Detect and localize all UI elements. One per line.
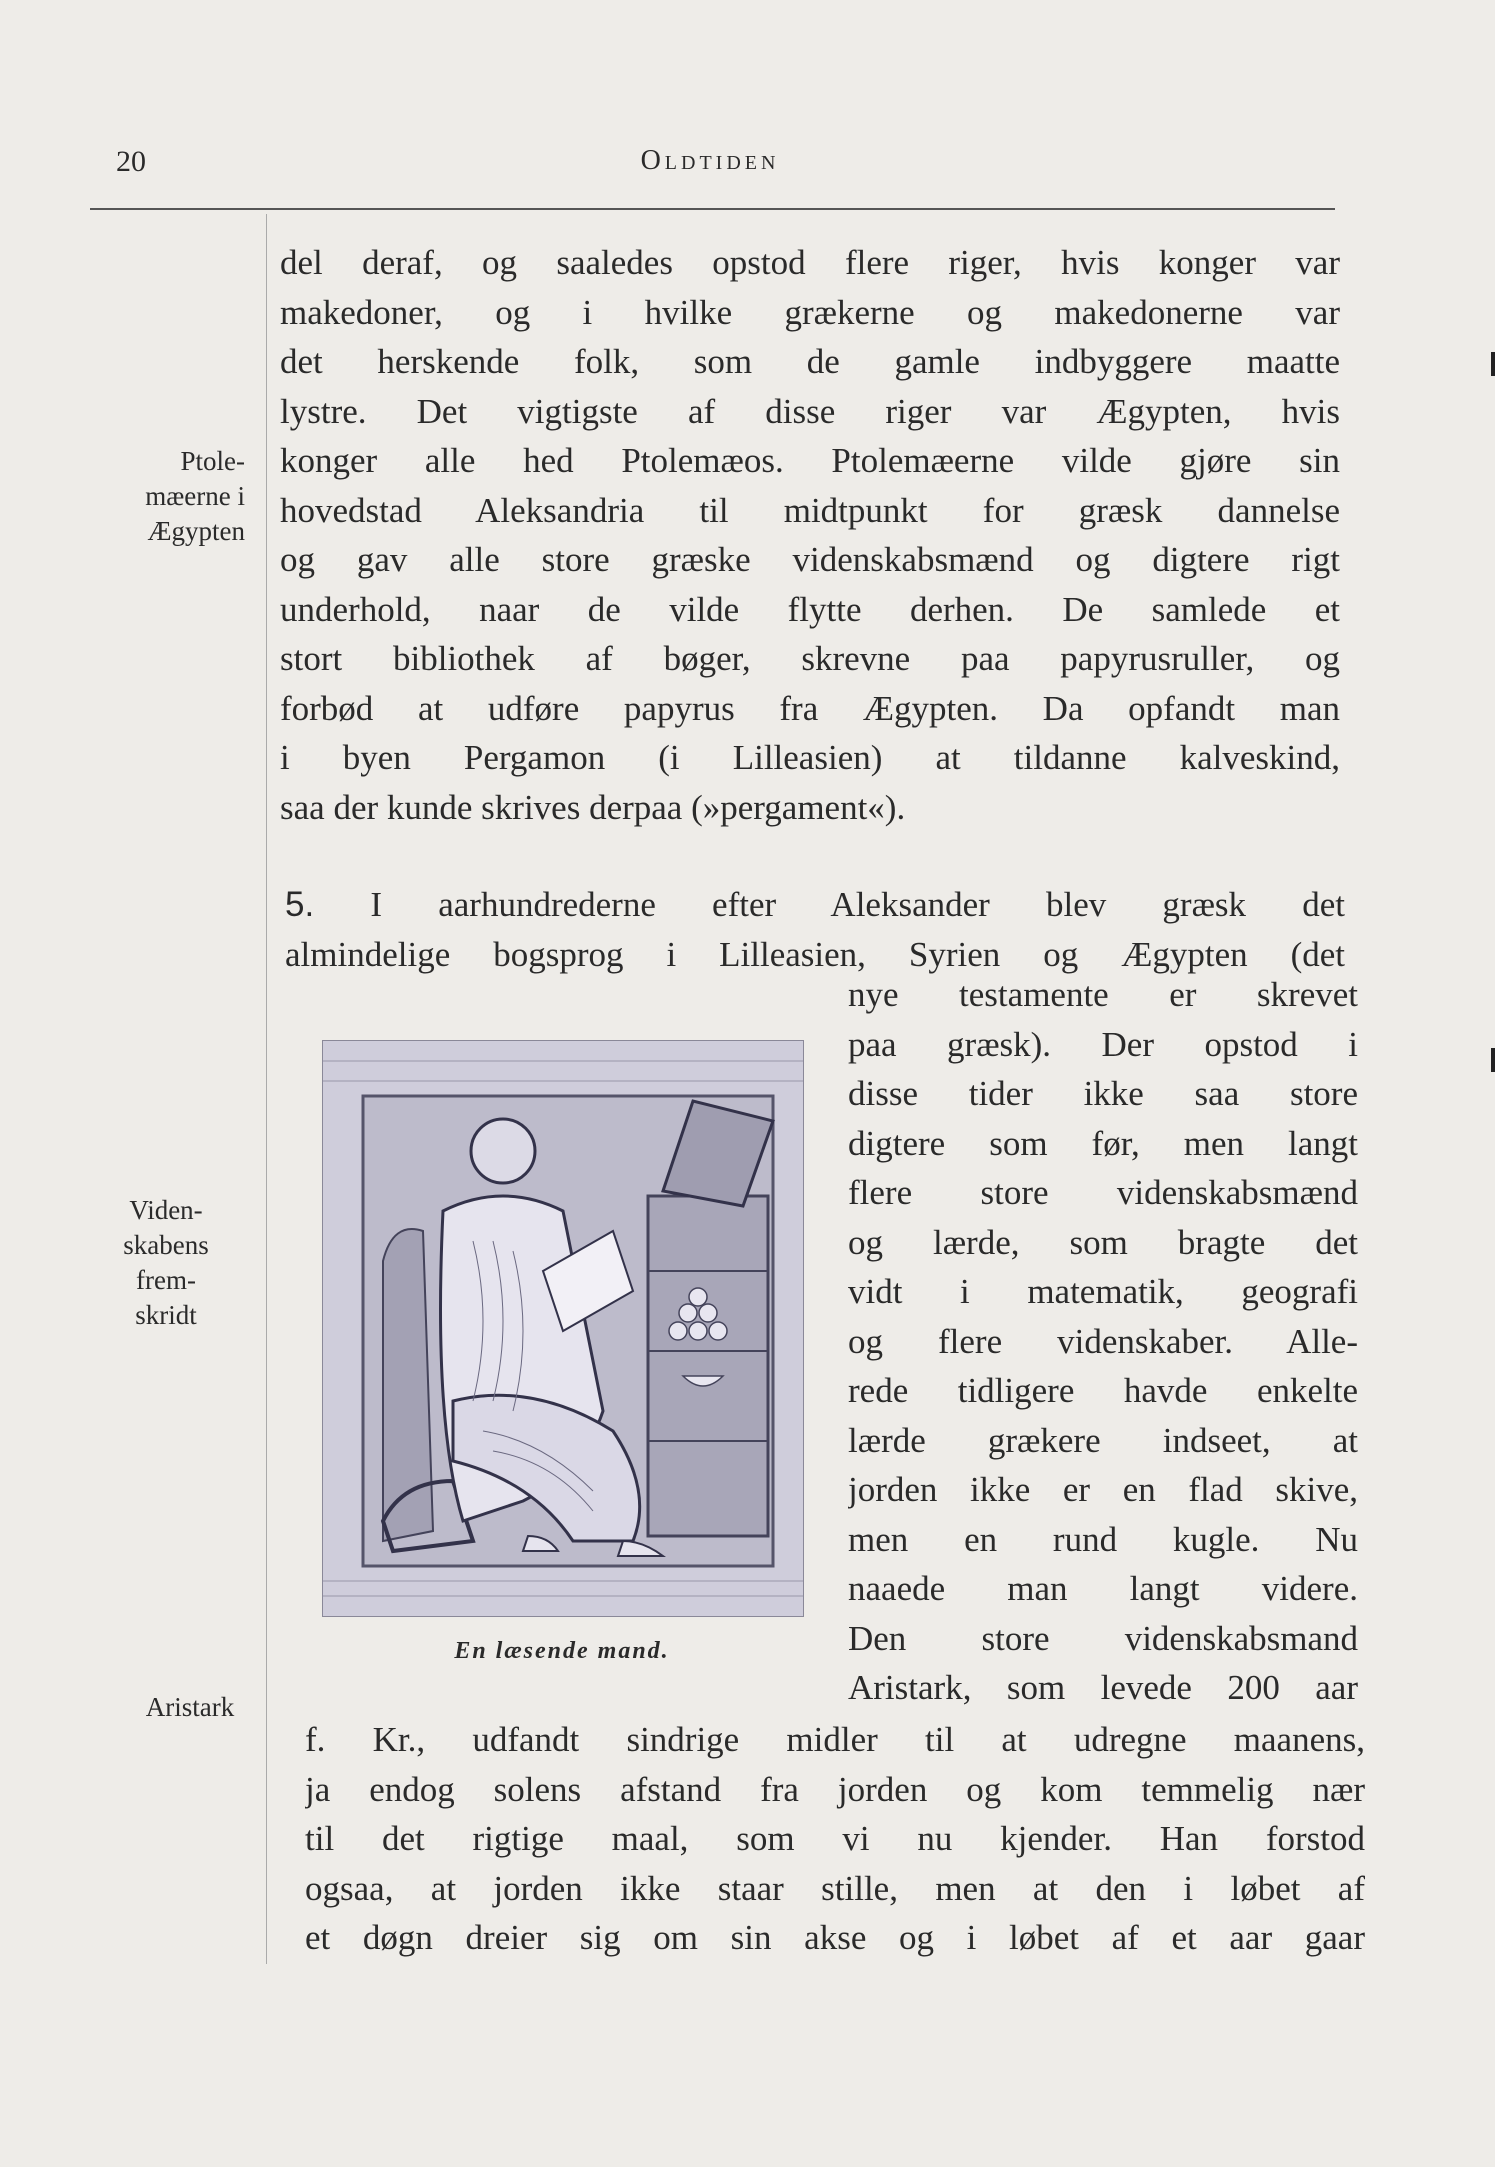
marginal-line: skabens (123, 1230, 209, 1260)
text-line: stort bibliothek af bøger, skrevne paa papyrusruller, og (280, 639, 1340, 678)
text-line: et døgn dreier sig om sin akse og i løbet af et aar gaar (305, 1918, 1365, 1957)
text-line: lystre. Det vigtigste af disse riger var Ægypten, hvis (280, 391, 1340, 431)
page-header (90, 145, 1330, 185)
text-line: til det rigtige maal, som vi nu kjender. Han forstod (305, 1819, 1365, 1858)
marginal-note-ptolemaeerne (78, 444, 245, 549)
text-line: saa der kunde skrives derpaa (»pergament«). (280, 787, 906, 827)
text-line: I aarhundrederne efter Aleksander blev græsk det (370, 885, 1345, 924)
running-head: Oldtiden (640, 145, 780, 176)
text-line: men en rund kugle. Nu (848, 1519, 1358, 1559)
margin-column-rule (266, 214, 267, 1964)
marginal-note-videnskabens (96, 1193, 236, 1333)
paragraph-1 (280, 238, 1340, 832)
text-line-with-section (285, 880, 1345, 930)
text-line: vidt i matematik, geografi (848, 1272, 1358, 1311)
marginal-line: Viden- (129, 1195, 203, 1225)
text-line: i byen Pergamon (i Lilleasien) at tildanne kalveskind, (280, 738, 1340, 777)
marginal-note-aristark (120, 1690, 260, 1725)
section-number: 5. (285, 885, 315, 924)
page-number: 20 (116, 145, 146, 178)
text-line: det herskende folk, som de gamle indbyggere maatte (280, 342, 1340, 381)
text-line: og lærde, som bragte det (848, 1222, 1358, 1262)
text-line: digtere som før, men langt (848, 1123, 1358, 1163)
text-line: ja endog solens afstand fra jorden og kom temmelig nær (305, 1769, 1365, 1809)
text-line: ogsaa, at jorden ikke staar stille, men at den i løbet af (305, 1868, 1365, 1908)
text-line: del deraf, og saaledes opstod flere riger, hvis konger var (280, 243, 1340, 282)
text-line: forbød at udføre papyrus fra Ægypten. Da opfandt man (280, 688, 1340, 728)
marginal-line: skridt (135, 1300, 197, 1330)
text-line: makedoner, og i hvilke grækerne og makedonerne var (280, 292, 1340, 332)
text-line: f. Kr., udfandt sindrige midler til at udregne maanens, (305, 1720, 1365, 1759)
engraving-illustration (323, 1041, 803, 1616)
text-line: almindelige bogsprog i Lilleasien, Syrien og Ægypten (det (285, 934, 1345, 974)
marginal-line: mæerne i (145, 481, 245, 511)
paragraph-2-continuation (305, 1715, 1365, 1963)
text-line: underhold, naar de vilde flytte derhen. De samlede et (280, 589, 1340, 629)
marginal-line: frem- (136, 1265, 196, 1295)
scan-edge-mark (1491, 1048, 1495, 1072)
scan-edge-mark (1491, 352, 1495, 376)
text-line: og flere videnskaber. Alle- (848, 1321, 1358, 1361)
marginal-line: Ægypten (147, 516, 245, 546)
marginal-line: Aristark (145, 1692, 235, 1722)
text-line: paa græsk). Der opstod i (848, 1024, 1358, 1064)
figure-caption: En læsende mand. (454, 1638, 670, 1664)
text-line: nye testamente er skrevet (848, 975, 1358, 1014)
text-line: og gav alle store græske videnskabsmænd og digtere rigt (280, 540, 1340, 579)
text-line: lærde grækere indseet, at (848, 1420, 1358, 1460)
paragraph-2-wrapped-text (848, 970, 1358, 1713)
text-line: disse tider ikke saa store (848, 1074, 1358, 1113)
text-line: naaede man langt videre. (848, 1569, 1358, 1608)
text-line: hovedstad Aleksandria til midtpunkt for græsk dannelse (280, 490, 1340, 530)
text-line: flere store videnskabsmænd (848, 1173, 1358, 1212)
header-rule (90, 208, 1335, 210)
text-line: konger alle hed Ptolemæos. Ptolemæerne vilde gjøre sin (280, 441, 1340, 480)
text-line: rede tidligere havde enkelte (848, 1371, 1358, 1410)
paragraph-2-opening (285, 880, 1345, 979)
text-line: Aristark, som levede 200 aar (848, 1668, 1358, 1707)
text-line: jorden ikke er en flad skive, (848, 1470, 1358, 1509)
marginal-line: Ptole- (180, 446, 245, 476)
text-line: Den store videnskabsmand (848, 1618, 1358, 1658)
engraving-reading-man (322, 1040, 804, 1617)
